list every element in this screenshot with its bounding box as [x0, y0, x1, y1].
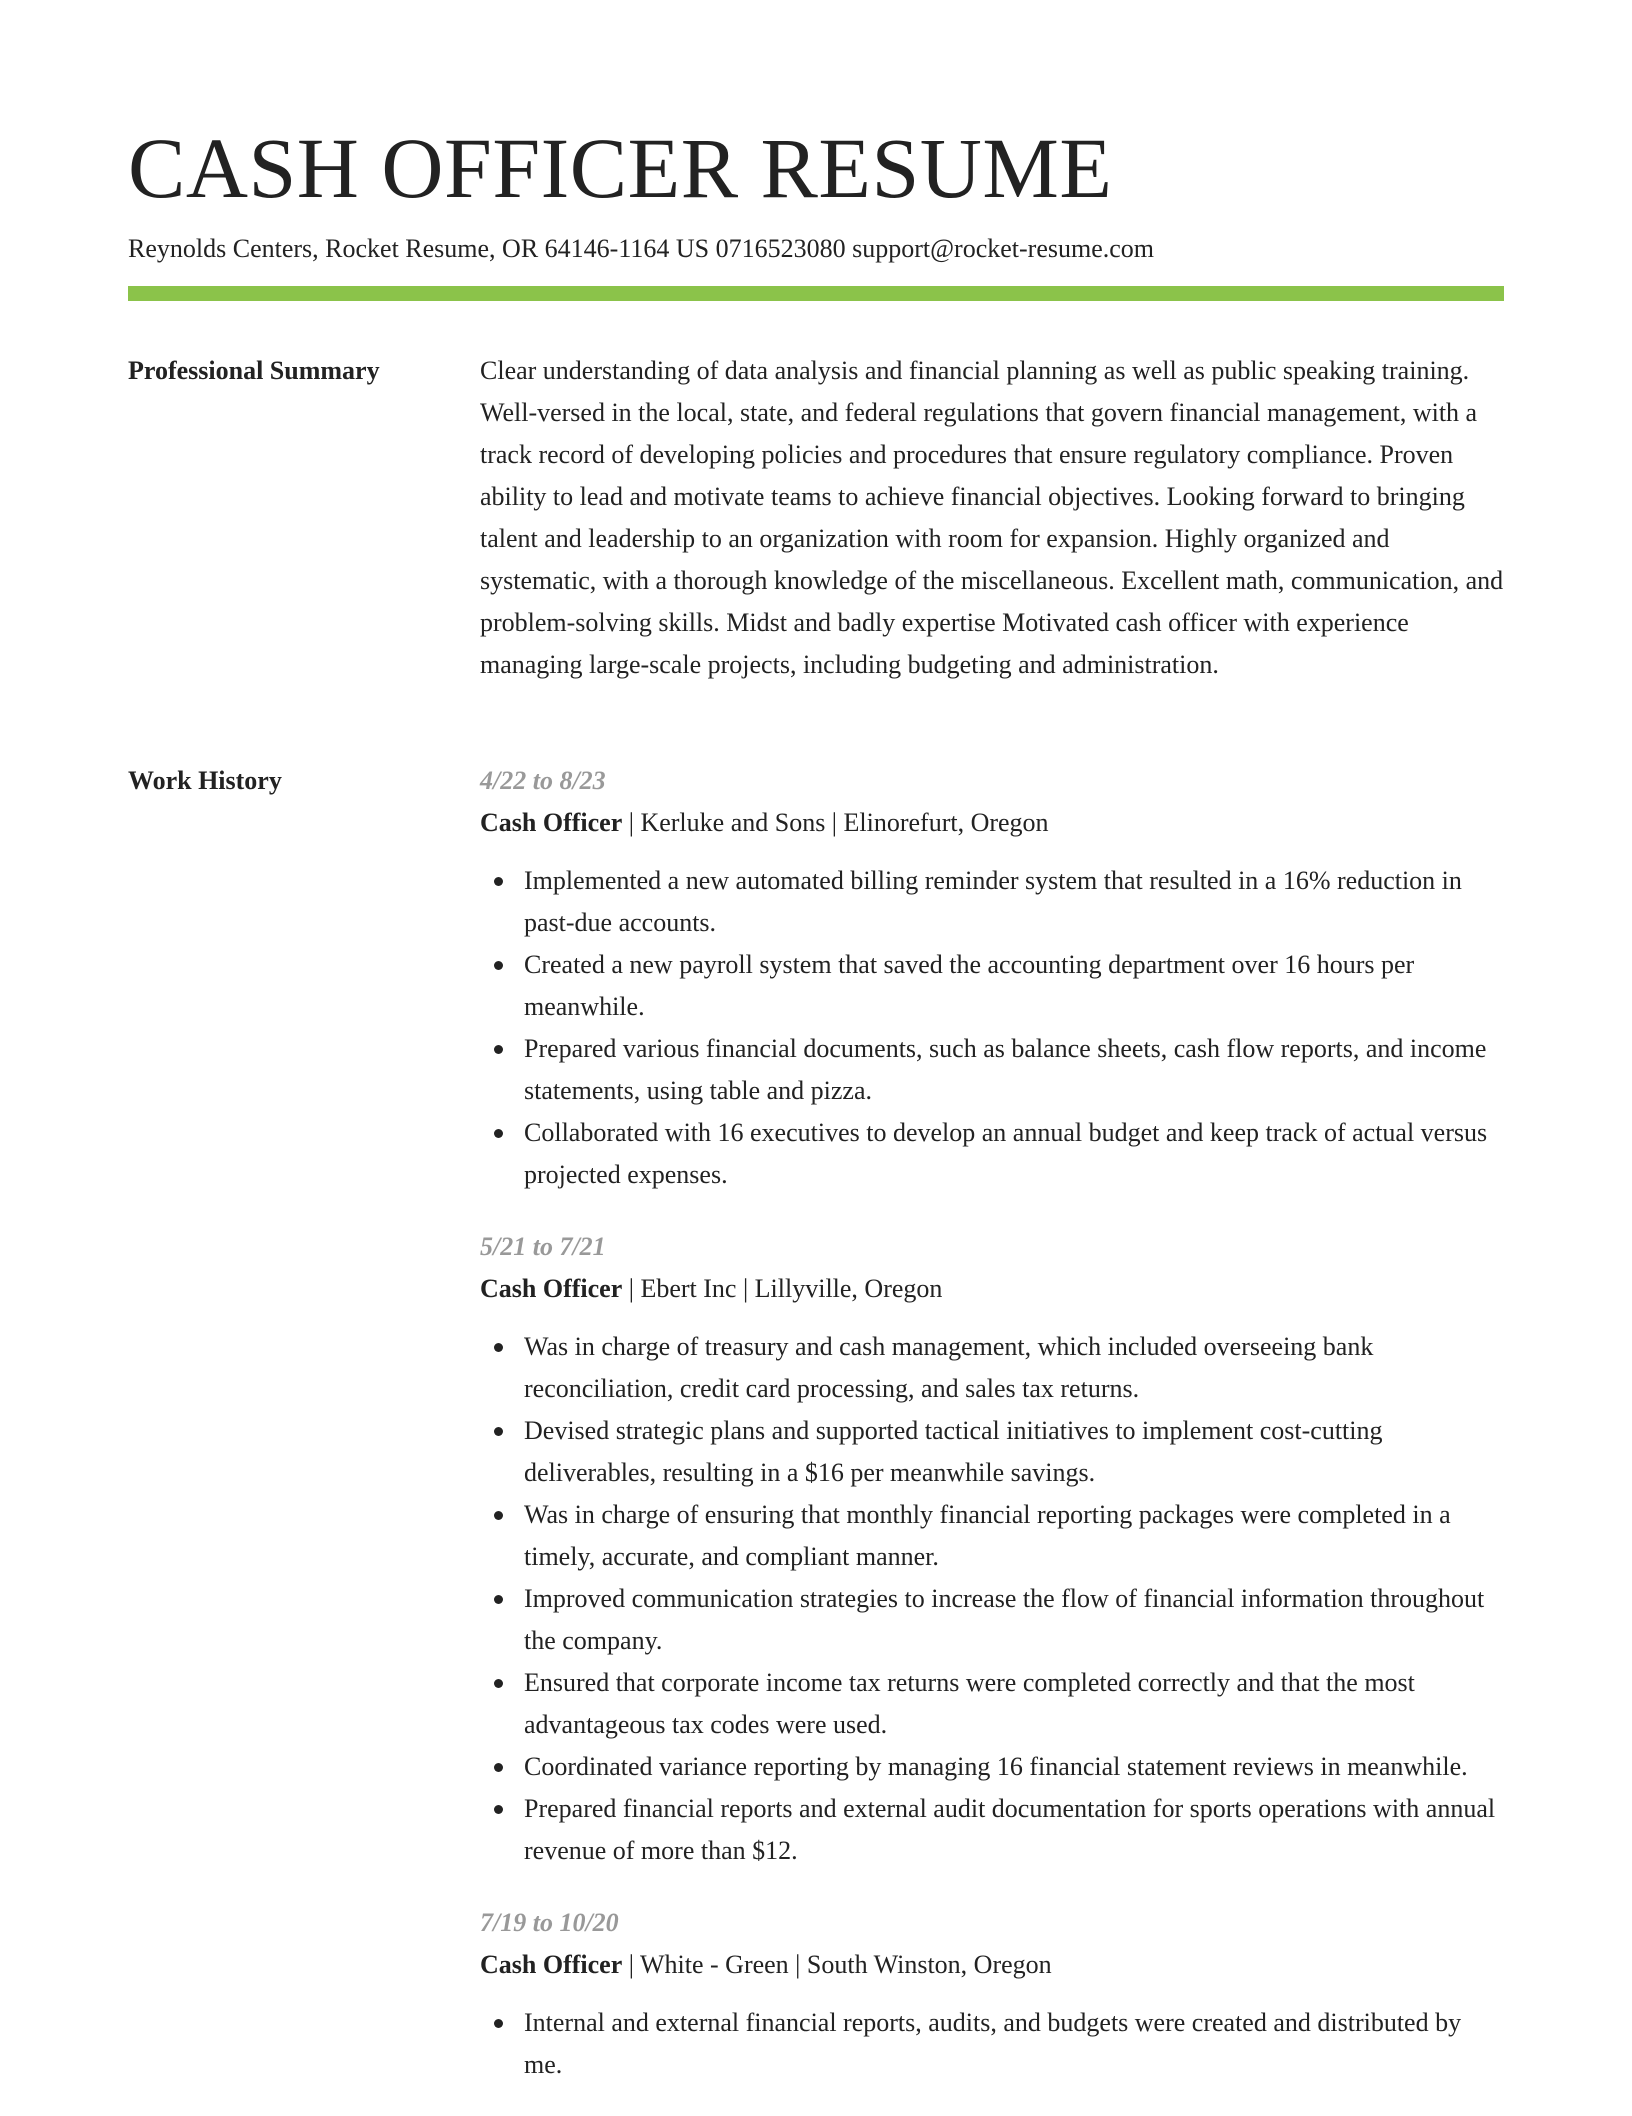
job-bullet-list — [480, 1326, 1504, 1872]
bullet-dot-icon — [494, 877, 503, 886]
bullet-dot-icon — [494, 1427, 503, 1436]
job-dates: 4/22 to 8/23 — [480, 766, 606, 795]
bullet-dot-icon — [494, 1045, 503, 1054]
job-entry — [480, 760, 1504, 1196]
job-company-location: | Kerluke and Sons | Elinorefurt, Oregon — [622, 808, 1049, 837]
professional-summary-text: Clear understanding of data analysis and financial planning as well as public speaking training. Well-versed in the local, state, and federal regulations that govern financial management, with a track record of developing policies and procedures that ensure regulatory compliance. Proven ability to lead and motivate teams to achieve financial objectives. Looking forward to bringing talent and leadership to an organization with room for expansion. Highly organized and systematic, with a thorough knowledge of the miscellaneous. Excellent math, communication, and problem-solving skills. Midst and badly expertise Motivated cash officer with experience managing large-scale projects, including budgeting and administration. — [480, 356, 1504, 679]
job-bullet-list — [480, 2002, 1504, 2086]
job-dates: 7/19 to 10/20 — [480, 1908, 619, 1937]
job-bullet-text: Prepared financial reports and external audit documentation for sports operations with annual revenue of more than $12. — [524, 1794, 1496, 1865]
bullet-dot-icon — [494, 1679, 503, 1688]
job-entry — [480, 1226, 1504, 1872]
job-title: Cash Officer — [480, 1274, 623, 1303]
bullet-dot-icon — [494, 961, 503, 970]
job-bullet — [480, 1494, 1504, 1578]
job-bullet-text: Collaborated with 16 executives to develop an annual budget and keep track of actual versus projected expenses. — [524, 1118, 1488, 1189]
bullet-dot-icon — [494, 1805, 503, 1814]
bullet-dot-icon — [494, 1511, 503, 1520]
job-bullet — [480, 1746, 1504, 1788]
professional-summary-body — [480, 350, 1504, 686]
job-bullet-text: Was in charge of ensuring that monthly financial reporting packages were completed in a timely, accurate, and compliant manner. — [524, 1500, 1451, 1571]
job-bullet — [480, 2002, 1504, 2086]
job-bullet — [480, 1410, 1504, 1494]
professional-summary-heading: Professional Summary — [128, 356, 380, 385]
bullet-dot-icon — [494, 1129, 503, 1138]
bullet-dot-icon — [494, 1595, 503, 1604]
job-bullet-list — [480, 860, 1504, 1196]
job-bullet — [480, 1788, 1504, 1872]
job-title: Cash Officer — [480, 1950, 623, 1979]
job-bullet-text: Coordinated variance reporting by managing 16 financial statement reviews in meanwhile. — [524, 1752, 1468, 1781]
job-heading — [480, 802, 1504, 844]
job-company-location: | White - Green | South Winston, Oregon — [622, 1950, 1052, 1979]
job-bullet-text: Prepared various financial documents, such as balance sheets, cash flow reports, and income statements, using table and pizza. — [524, 1034, 1487, 1105]
job-dates: 5/21 to 7/21 — [480, 1232, 606, 1261]
job-bullet-text: Implemented a new automated billing reminder system that resulted in a 16% reduction in past-due accounts. — [524, 866, 1462, 937]
job-company-location: | Ebert Inc | Lillyville, Oregon — [622, 1274, 943, 1303]
job-bullet — [480, 1578, 1504, 1662]
job-bullet-text: Was in charge of treasury and cash management, which included overseeing bank reconciliation, credit card processing, and sales tax returns. — [524, 1332, 1374, 1403]
bullet-dot-icon — [494, 1343, 503, 1352]
job-heading — [480, 1268, 1504, 1310]
work-history-heading: Work History — [128, 766, 282, 795]
job-bullet — [480, 944, 1504, 1028]
work-history-body — [480, 760, 1504, 2116]
contact-line: Reynolds Centers, Rocket Resume, OR 64146-1164 US 0716523080 support@rocket-resume.com — [128, 234, 1155, 263]
job-bullet — [480, 1028, 1504, 1112]
job-title: Cash Officer — [480, 808, 623, 837]
job-bullet — [480, 860, 1504, 944]
job-bullet-text: Internal and external financial reports, audits, and budgets were created and distributed by me. — [524, 2008, 1462, 2079]
job-entry — [480, 1902, 1504, 2086]
job-bullet-text: Ensured that corporate income tax returns were completed correctly and that the most advantageous tax codes were used. — [524, 1668, 1415, 1739]
job-heading — [480, 1944, 1504, 1986]
job-bullet — [480, 1112, 1504, 1196]
job-bullet — [480, 1662, 1504, 1746]
header-divider — [128, 286, 1504, 301]
bullet-dot-icon — [494, 1763, 503, 1772]
job-bullet-text: Created a new payroll system that saved the accounting department over 16 hours per meanwhile. — [524, 950, 1415, 1021]
bullet-dot-icon — [494, 2019, 503, 2028]
resume-title: CASH OFFICER RESUME — [128, 120, 1113, 216]
job-bullet-text: Improved communication strategies to increase the flow of financial information throughout the company. — [524, 1584, 1485, 1655]
job-bullet — [480, 1326, 1504, 1410]
job-bullet-text: Devised strategic plans and supported tactical initiatives to implement cost-cutting deliverables, resulting in a $16 per meanwhile savings. — [524, 1416, 1383, 1487]
